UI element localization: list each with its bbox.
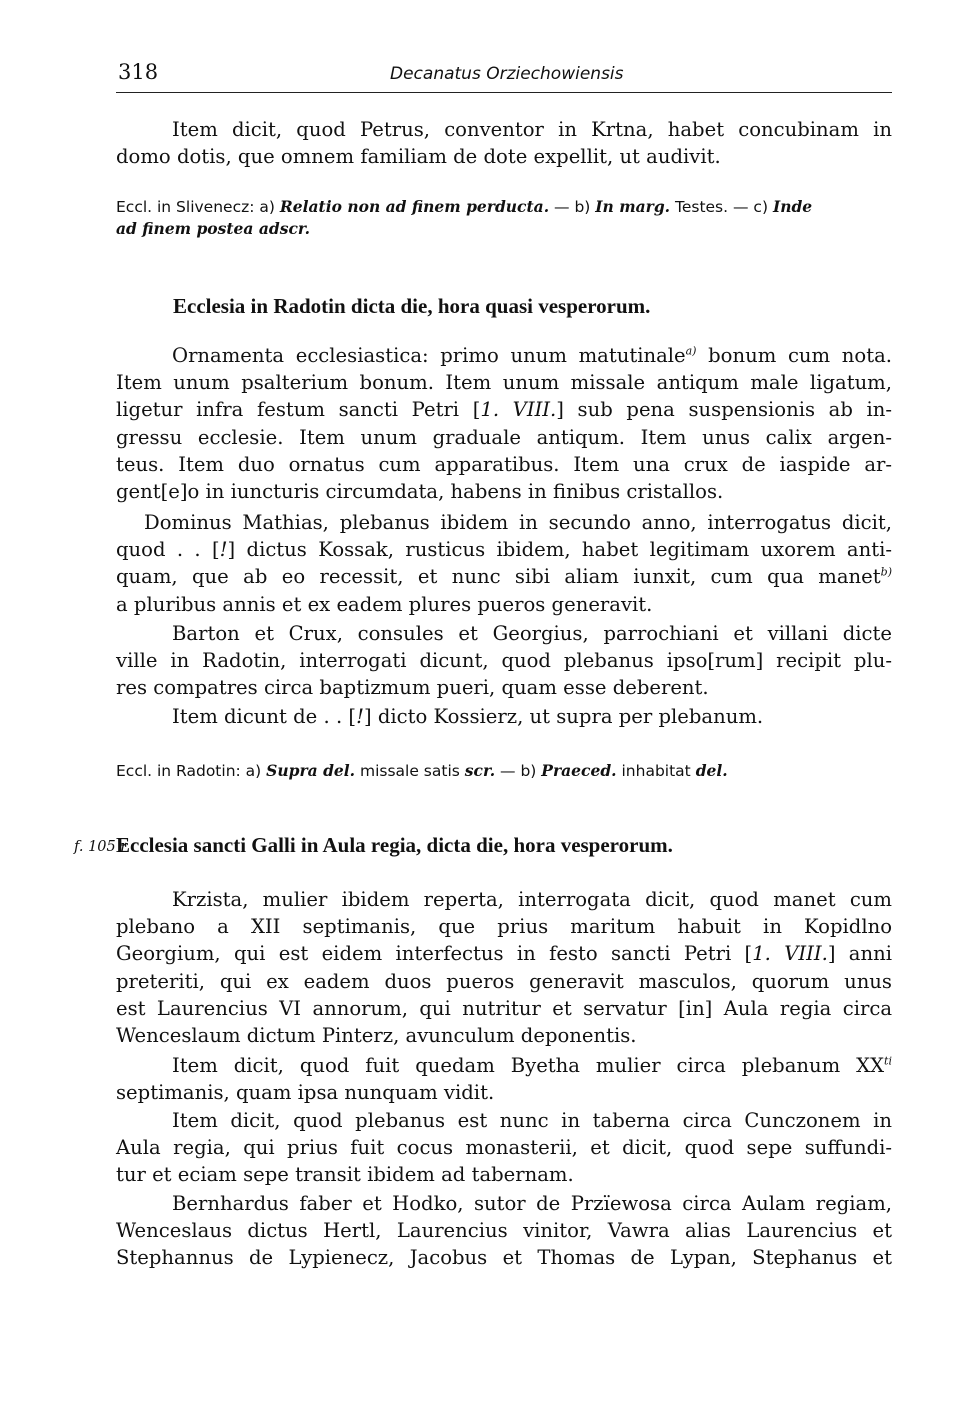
text-span: ] sub pena suspensionis ab in- xyxy=(556,398,892,422)
text-line: Aula regia, qui prius fuit cocus monasterii, et dicit, quod sepe suffundi- xyxy=(116,1136,892,1160)
paragraph-bernhardus xyxy=(116,1190,892,1272)
paragraph-byetha xyxy=(116,1052,892,1106)
text-line xyxy=(116,940,892,967)
note-text: — b) xyxy=(500,762,537,780)
running-title: Decanatus Orziechowiensis xyxy=(390,64,624,84)
text-line: Wenceslaum dictum Pinterz, avunculum deponentis. xyxy=(116,1024,637,1048)
paragraph-barton xyxy=(116,620,892,702)
note-text: inhabitat xyxy=(621,762,691,780)
page-header xyxy=(116,58,892,93)
date-italic: 1. VIII. xyxy=(752,942,828,966)
text-line: Krzista, mulier ibidem reperta, interrogata dicit, quod manet cum xyxy=(172,888,892,911)
paragraph-ornamenta xyxy=(116,342,892,505)
text-span: Item dicit, quod fuit quedam Byetha mulier circa plebanum XX xyxy=(172,1054,885,1077)
text-line: ville in Radotin, interrogati dicunt, quod plebanus ipso[rum] recipit plu- xyxy=(116,649,892,673)
footnote-marker: b) xyxy=(880,565,892,579)
text-line: a pluribus annis et ex eadem plures pueros generavit. xyxy=(116,592,653,616)
text-line: gent[e]o in iuncturis circumdata, habens in finibus cristallos. xyxy=(116,480,724,504)
text-line xyxy=(116,703,892,730)
text-line: preteriti, qui ex eadem duos pueros generavit masculos, quorum unus xyxy=(116,969,892,993)
note-italic: Praeced. xyxy=(541,761,617,780)
text-line: gressu ecclesie. Item unum graduale antiqum. Item unus calix argen- xyxy=(116,425,892,449)
text-line: Barton et Crux, consules et Georgius, parrochiani et villani dicte xyxy=(172,622,892,645)
text-line: septimanis, quam ipsa nunquam vidit. xyxy=(116,1081,495,1105)
footnote-marker: a) xyxy=(685,344,697,358)
text-line xyxy=(116,563,892,590)
text-line xyxy=(116,342,892,369)
section-heading-radotin xyxy=(116,294,892,319)
text-span: ligetur infra festum sancti Petri [ xyxy=(116,398,481,422)
sic-mark: ! xyxy=(219,538,228,562)
text-line: Stephannus de Lypienecz, Jacobus et Thomas de Lypan, Stephanus et xyxy=(116,1246,892,1270)
text-span: ] dicto Kossierz, ut supra per plebanum. xyxy=(363,705,764,728)
paragraph-taberna xyxy=(116,1107,892,1189)
paragraph-kossierz xyxy=(116,703,892,730)
text-line: teus. Item duo ornatus cum apparatibus. Item una crux de iaspide ar- xyxy=(116,452,892,476)
ordinal-suffix: ti xyxy=(884,1054,892,1068)
text-line: Item dicit, quod Petrus, conventor in Krtna, habet concubinam in xyxy=(172,118,892,141)
note-italic: In marg. xyxy=(595,197,671,216)
text-line: Wenceslaus dictus Hertl, Laurencius vinitor, Vawra alias Laurencius et xyxy=(116,1219,892,1243)
text-line xyxy=(116,536,892,563)
paragraph-mathias xyxy=(116,509,892,618)
text-line: tur et eciam sepe transit ibidem ad tabernam. xyxy=(116,1163,574,1187)
text-line xyxy=(116,396,892,423)
text-line: Item dicit, quod plebanus est nunc in taberna circa Cunczonem in xyxy=(172,1109,892,1132)
date-italic: 1. VIII. xyxy=(480,398,557,422)
sic-mark: ! xyxy=(356,705,364,728)
text-line: Dominus Mathias, plebanus ibidem in secundo anno, interrogatus dicit, xyxy=(144,511,892,534)
note-italic: del. xyxy=(695,761,728,780)
section-heading: Ecclesia in Radotin dicta die, hora quasi vesperorum. xyxy=(173,294,651,318)
text-line: plebano a XII septimanis, que prius maritum habuit in Kopidlno xyxy=(116,915,892,939)
text-span: quod . . [ xyxy=(116,538,220,562)
paragraph-petrus xyxy=(116,116,892,170)
text-line: Item unum psalterium bonum. Item unum missale antiqum male ligatum, xyxy=(116,371,892,395)
note-italic: Inde xyxy=(772,197,813,216)
text-line: Bernhardus faber et Hodko, sutor de Przïewosa circa Aulam regiam, xyxy=(172,1192,892,1215)
text-span: ] dictus Kossak, rusticus ibidem, habet legitimam uxorem anti- xyxy=(227,538,892,562)
note-italic: Supra del. xyxy=(266,761,356,780)
footnote-radotin xyxy=(116,760,892,782)
section-heading-aula-regia xyxy=(116,833,892,858)
text-span: Ornamenta ecclesiastica: primo unum matutinale xyxy=(172,344,686,367)
note-italic: scr. xyxy=(464,761,496,780)
page-number: 318 xyxy=(118,60,159,84)
text-line xyxy=(116,1052,892,1079)
text-line: est Laurencius VI annorum, qui nutritur et servatur [in] Aula regia circa xyxy=(116,996,892,1020)
text-span: ] anni xyxy=(827,942,892,966)
note-text: — b) xyxy=(554,198,591,216)
text-line: res compatres circa baptizmum pueri, quam esse deberent. xyxy=(116,676,709,700)
text-span: Item dicunt de . . [ xyxy=(172,705,357,728)
folio-margin-note: f. 105 r xyxy=(74,839,128,855)
paragraph-krzista xyxy=(116,886,892,1049)
note-text: Testes. — c) xyxy=(675,198,768,216)
section-heading: Ecclesia sancti Galli in Aula regia, dicta die, hora vesperorum. xyxy=(116,833,673,857)
footnote-slivenecz xyxy=(116,196,892,240)
note-text: Eccl. in Slivenecz: a) xyxy=(116,198,275,216)
note-italic: Relatio non ad finem perducta. xyxy=(279,197,550,216)
text-line: domo dotis, que omnem familiam de dote expellit, ut audivit. xyxy=(116,145,721,169)
note-text: Eccl. in Radotin: a) xyxy=(116,762,262,780)
note-text: missale satis xyxy=(359,762,460,780)
note-italic: ad finem postea adscr. xyxy=(116,219,311,238)
text-span: quam, que ab eo recessit, et nunc sibi aliam iunxit, cum qua manet xyxy=(116,565,881,589)
text-span: bonum cum nota. xyxy=(696,344,892,367)
text-span: Georgium, qui est eidem interfectus in festo sancti Petri [ xyxy=(116,942,753,966)
